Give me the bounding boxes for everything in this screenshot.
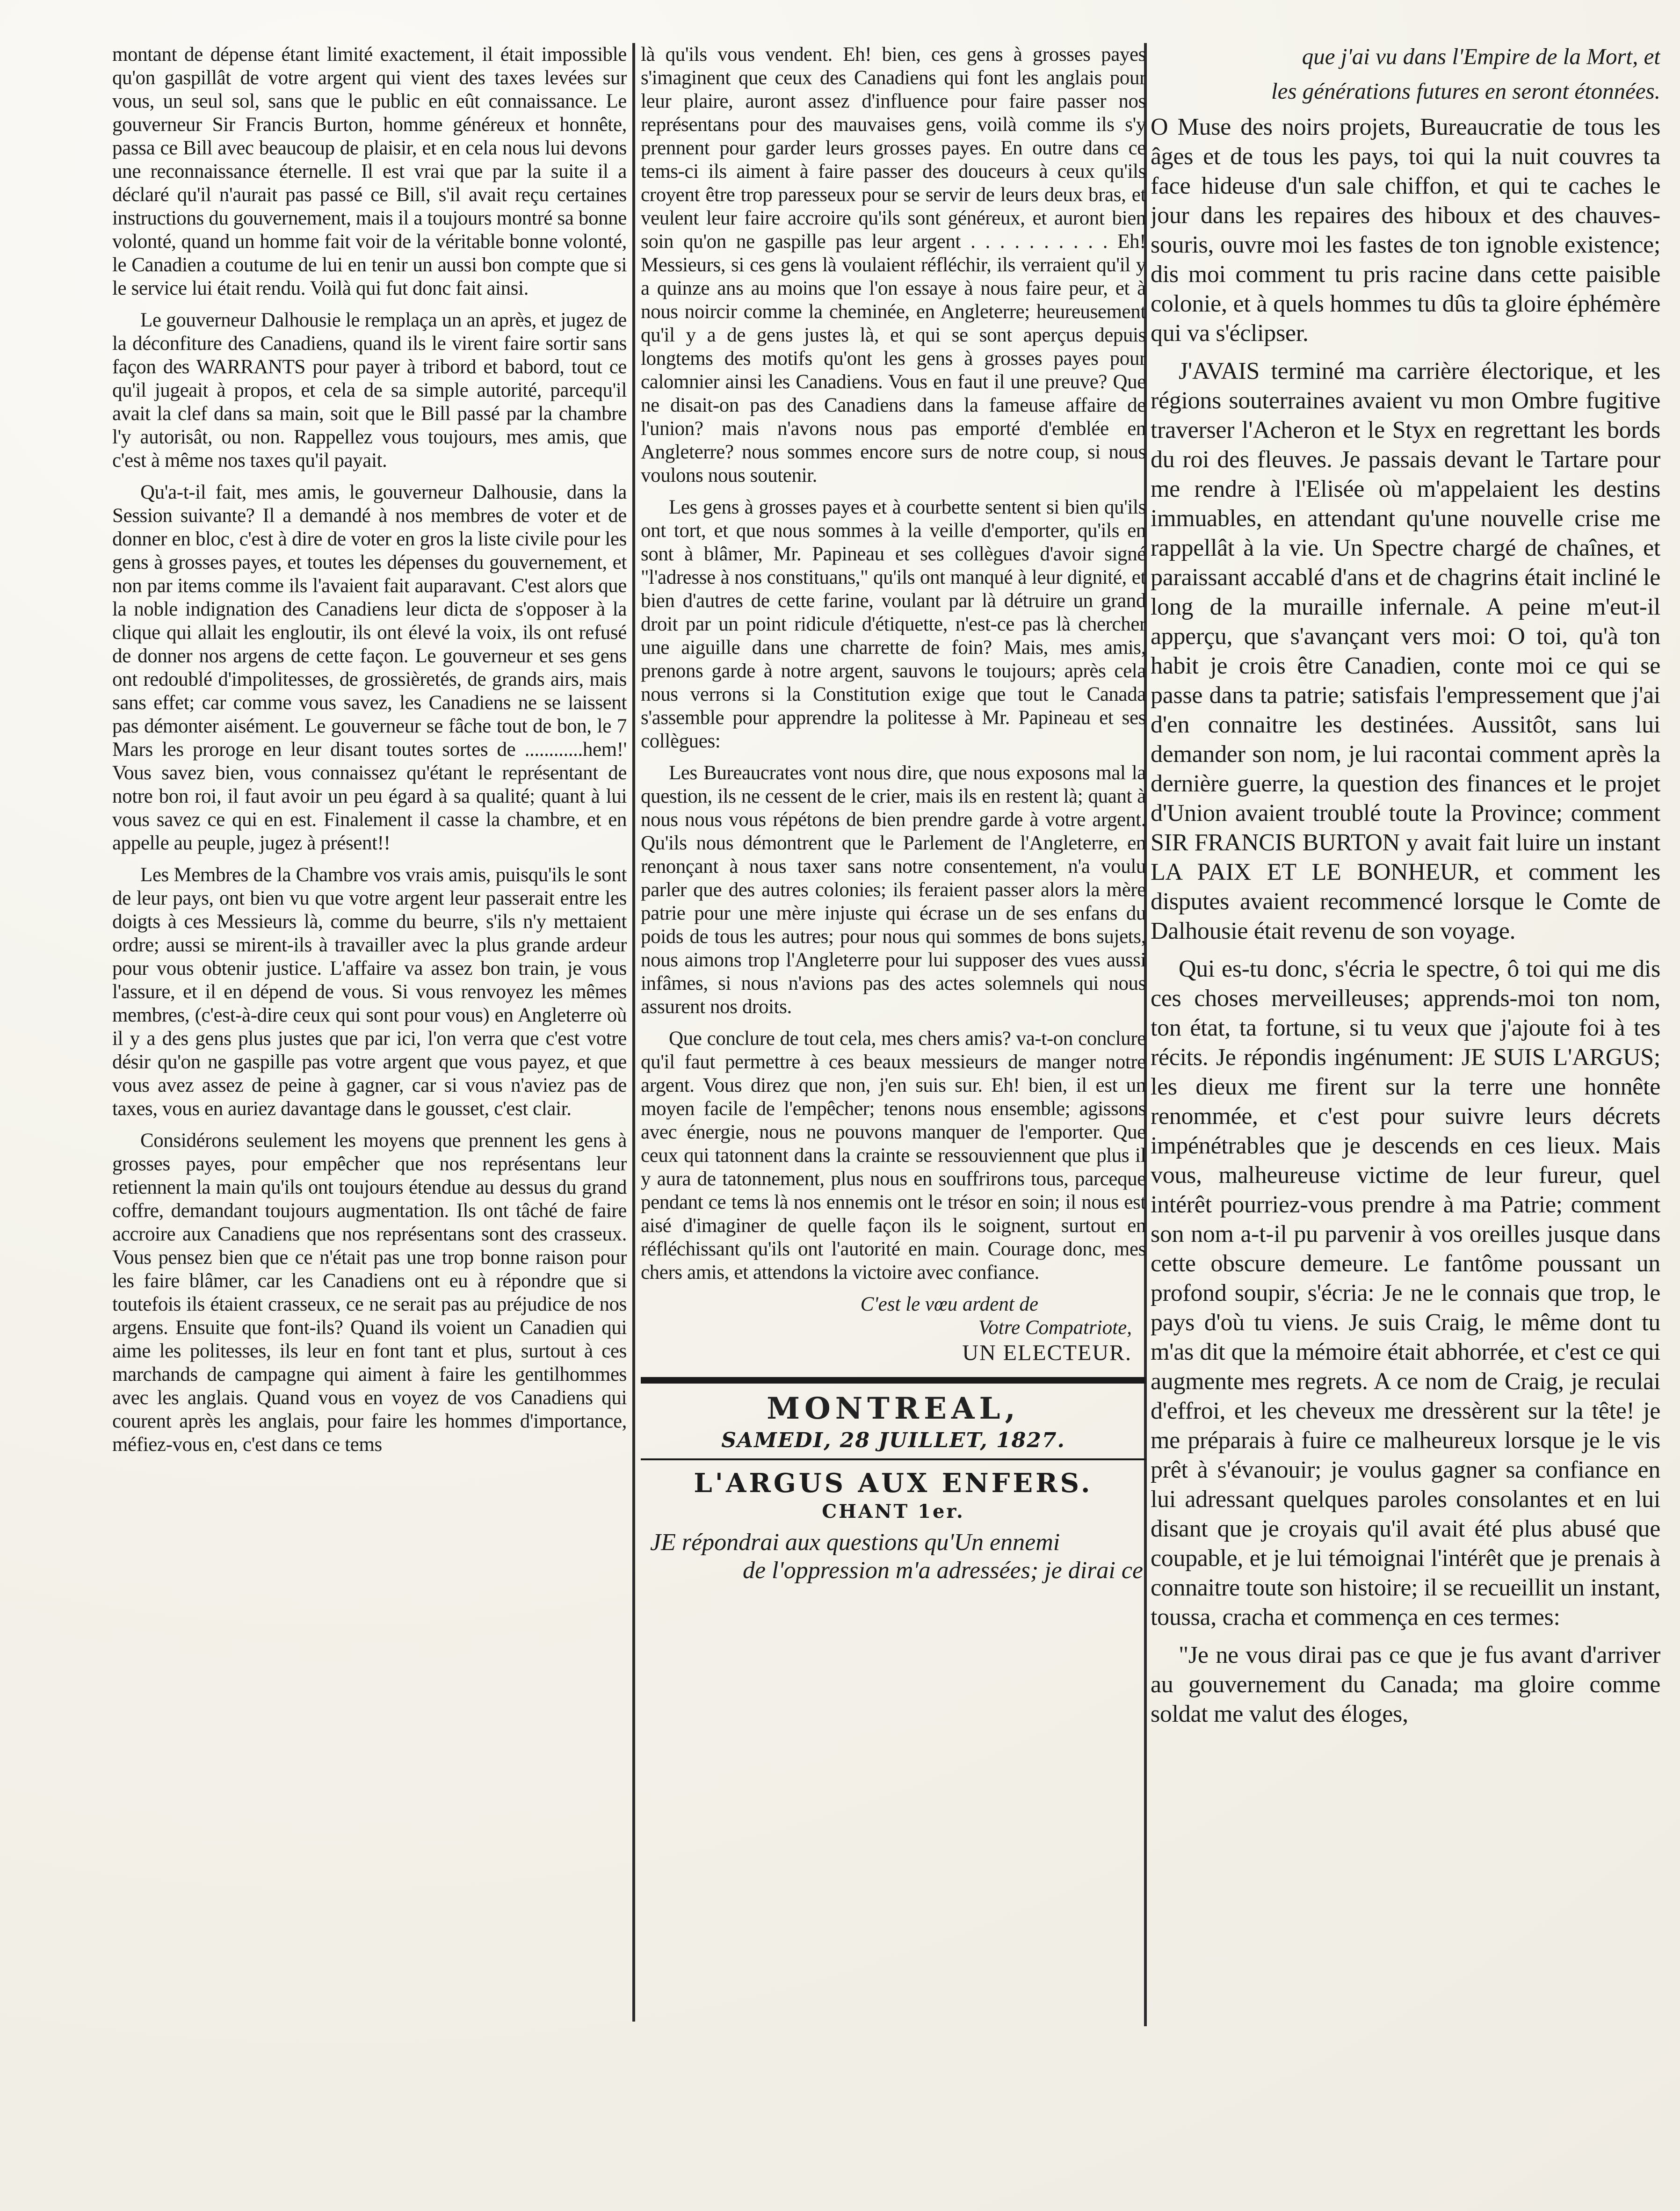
column-1-paragraph-3: Qu'a-t-il fait, mes amis, le gouverneur Dalhousie, dans la Session suivante? Il a demandé à nos membres de voter et de donner en bloc, c'est à dire de voter en gros la liste civile pour les gens à grosses payes, et toutes les dépenses du gouvernement, et non par items comme ils l'avaient fait auparavant. C'est alors que la noble indignation des Canadiens leur dicta de s'opposer à la clique qui allait les engloutir, ils ont élevé la voix, ils ont refusé de donner nos argens de cette façon. Le gouverneur et ses gens ont redoublé d'impolitesses, de grossièretés, de grands airs, mais sans effet; car comme vous savez, les Canadiens ne se laissent pas démonter aisément. Le gouverneur se fâche tout de bon, le 7 Mars les proroge en leur disant toutes sortes de ............hem!' Vous savez bien, vous connaissez qu'étant le représentant de notre bon roi, il faut avoir un peu égard à sa qualité; quant à lui vous savez ce qui en est. Finalement il casse la chambre, et en appelle au peuple, jugez à présent!! [112,481,627,854]
epigraph-line-1: que j'ai vu dans l'Empire de la Mort, et [1302,43,1660,69]
column-2 [641,43,1146,2157]
column-3-paragraph-2: J'AVAIS terminé ma carrière électorique, et les régions souterraines avaient vu mon Ombre fugitive traverser l'Acheron et le Styx en regrettant les bords du roi des fleuves. Je passais devant le Tartare pour me rendre à l'Elisée où m'appelaient les destins immuables, en attendant qu'une nouvelle crise me rappellât à la vie. Un Spectre chargé de chaînes, et paraissant accablé d'ans et de chagrins était incliné le long de la muraille infernale. A peine m'eut-il apperçu, que s'avançant vers moi: O toi, qu'à ton habit je crois être Canadien, conte moi ce qui se passe dans ta patrie; satisfais l'empressement que j'ai d'en connaitre les destinées. Aussitôt, sans lui demander son nom, je lui racontai comment après la dernière guerre, la question des finances et le projet d'Union avaient troublé toute la Province; comment SIR FRANCIS BURTON y avait fait luire un instant LA PAIX ET LE BONHEUR, et comment les disputes avaient recommencé lorsque le Comte de Dalhousie était revenu de son voyage. [1151,358,1660,944]
column-1-paragraph-5: Considérons seulement les moyens que prennent les gens à grosses payes, pour empêcher que nos représentans leur retiennent la main qu'ils ont toujours étendue au dessus du grand coffre, demandant toujours augmentation. Ils ont tâché de faire accroire aux Canadiens que nos représentans sont des crasseux. Vous pensez bien que ce n'était pas une trop bonne raison pour les faire blâmer, car les Canadiens ont eu à répondre que si toutefois ils étaient crasseux, ce ne serait pas au préjudice de nos argens. Ensuite que font-ils? Quand ils voient un Canadien qui aime les politesses, ils leur en font tant et plus, surtout à ces marchands de campagne qui aiment à faire les gentilhommes avec les anglais. Quand vous en voyez de vos Canadiens qui courent après les anglais, pour faire les hommes d'importance, méfiez-vous en, c'est dans ce tems [112,1130,627,1456]
signoff-signature: UN ELECTEUR. [962,1341,1132,1365]
letter-signoff [641,1293,1132,1367]
masthead-top-rule [641,1377,1146,1384]
column-3-paragraph-1: O Muse des noirs projets, Bureaucratie de tous les âges et de tous les pays, toi qui la nuit couvres ta face hideuse d'un sale chiffon, et qui te caches le jour dans les repaires des hiboux et des chauves-souris, ouvre moi les fastes de ton ignoble existence; dis moi comment tu pris racine dans cette paisible colonie, et à quels hommes tu dûs ta gloire éphémère qui va s'éclipser. [1151,114,1660,347]
column-1-paragraph-1: montant de dépense étant limité exactement, il était impossible qu'on gaspillât de votre argent qui vient des taxes levées sur vous, un seul sol, sans que le public en eût connaissance. Le gouverneur Sir Francis Burton, homme généreux et honnête, passa ce Bill avec beaucoup de plaisir, et en cela nous lui devons une reconnaissance éternelle. Il est vrai que par la suite il a déclaré qu'il n'aurait pas passé ce Bill, s'il avait reçu certaines instructions du gouvernement, mais il a toujours montré sa bonne volonté, quand un homme fait voir de la véritable bonne volonté, le Canadien a coutume de lui en tenir un aussi bon compte que si le service lui était rendu. Voilà qui fut donc fait ainsi. [112,43,627,299]
section-opening-line-2: de l'oppression m'a adressées; je dirai ce [742,1557,1143,1584]
signoff-line-2: Votre Compatriote, [978,1317,1132,1339]
column-1-paragraph-4: Les Membres de la Chambre vos vrais amis, puisqu'ils le sont de leur pays, ont bien vu que votre argent leur passerait entre les doigts à ces Messieurs là, comme du beurre, s'ils n'y mettaient ordre; aussi se mirent-ils à travailler avec la plus grande ardeur pour vous obtenir justice. L'affaire va assez bon train, je vous l'assure, et il en dépend de vous. Si vous renvoyez les mêmes membres, (c'est-à-dire ceux qui sont pour vous) en Angleterre où il y a des gens plus justes que par ici, l'on verra que c'est votre désir qu'on ne gaspille pas votre argent que vous payez, et que vous avez assez de peine à gagner, car si vous n'aviez pas de taxes, vous en auriez davantage dans le gousset, c'est clair. [112,864,627,1120]
masthead-date: SAMEDI, 28 JUILLET, 1827. [721,1428,1065,1452]
section-title: L'ARGUS AUX ENFERS. [694,1468,1093,1499]
column-3-paragraph-3: Qui es-tu donc, s'écria le spectre, ô toi qui me dis ces choses merveilleuses; apprends-moi ton nom, ton état, ta fortune, si tu veux que j'ajoute foi à tes récits. Je répondis ingénument: JE SUIS L'ARGUS; les dieux me firent sur la terre une honnête renommée, et c'est pour suivre leurs décrets impénétrables que je descends en ces lieux. Mais vous, malheureuse victime de leur fureur, quel intérêt pourriez-vous prendre à ma Patrie; comment son nom a-t-il pu parvenir à vos oreilles jusque dans cette obscure demeure. Le fantôme poussant un profond soupir, s'écria: Je ne le connais que trop, le pays d'où tu viens. Je suis Craig, le même dont tu m'as dit que la mémoire était abhorrée, et c'est ce qui augmente mes regrets. A ce nom de Craig, je reculai d'effroi, et les cheveux me dressèrent sur la tête! je me préparais à fuire ce malheureux lorsque je le vis prêt à s'évanouir; je voulus gagner sa confiance en lui adressant quelques paroles consolantes et en lui disant que je croyais qu'il avait été plus abusé que coupable, et je lui témoignai l'intérêt que je prenais à connaitre toute son histoire; il se recueillit un instant, toussa, cracha et commença en ces termes: [1151,956,1660,1631]
column-1 [112,43,627,2153]
section-subtitle: CHANT 1er. [822,1501,965,1522]
masthead-bottom-rule [641,1458,1146,1460]
column-3 [1151,43,1660,2181]
column-2-paragraph-2: Les gens à grosses payes et à courbette sentent si bien qu'ils ont tort, et que nous sommes à la veille d'emporter, qu'ils en sont à blâmer, Mr. Papineau et ses collègues d'avoir signé "l'adresse à nos constituans," qu'ils ont manqué à leur dignité, et bien d'autres de cette farine, voulant par là détruire un grand droit par un point ridicule d'étiquette, n'est-ce pas là chercher une aiguille dans une charrette de foin? Mais, mes amis, prenons garde à notre argent, sauvons le toujours; après cela nous verrons si la Constitution exige que tout le Canada s'assemble pour apprendre la politesse à Mr. Papineau et ses collègues: [641,496,1146,752]
column-2-paragraph-4: Que conclure de tout cela, mes chers amis? va-t-on conclure qu'il faut permettre à ces beaux messieurs de manger notre argent. Vous direz que non, j'en suis sur. Eh! bien, il est un moyen facile de l'empêcher; tenons nous ensemble; agissons avec énergie, nous ne pouvons manquer de l'emporter. Que ceux qui tatonnent dans la crainte se ressouviennent que plus il y aura de tatonnement, plus nous en souffrirons tous, parceque pendant ce tems là nos ennemis ont le trésor en soin; il nous est aisé d'imaginer de quelle façon ils le soignent, surtout en réfléchissant qu'ils ont l'autorité en main. Courage donc, mes chers amis, et attendons la victoire avec confiance. [641,1028,1146,1283]
signoff-line-1: C'est le vœu ardent de [860,1293,1038,1315]
column-2-paragraph-3: Les Bureaucrates vont nous dire, que nous exposons mal la question, ils ne cessent de le crier, mais ils en restent là; quant à nous nous vous répétons de bien prendre garde à votre argent. Qu'ils nous démontrent que le Parlement de l'Angleterre, en renonçant à nous taxer sans notre consentement, n'a voulu parler que des autres colonies; ils feraient passer alors la mère patrie pour une mère injuste qui écrase un de ses enfans du poids de tous les autres; pour nous qui sommes de bons sujets, nous aimons trop l'Angleterre pour lui supposer des vues aussi infâmes, si nous n'avions pas des actes solemnels qui nous assurent nos droits. [641,762,1146,1018]
column-divider-1 [632,43,635,2022]
epigraph-line-2: les générations futures en seront étonnées. [1271,78,1660,104]
section-opening-line-1: JE répondrai aux questions qu'Un ennemi [650,1529,1060,1556]
column-2-paragraph-1: là qu'ils vous vendent. Eh! bien, ces gens à grosses payes s'imaginent que ceux des Canadiens qui font les anglais pour leur plaire, auront assez d'influence pour faire passer nos représentans pour des mauvaises gens, voilà comme ils s'y prennent pour garder leurs grosses payes. En outre dans ce tems-ci ils aiment à faire passer des douceurs à ceux qu'ils croyent être trop paresseux pour se servir de leurs deux bras, et veulent leur faire accroire qu'ils sont généreux, et auront bien soin qu'on ne gaspille pas leur argent . . . . . . . . . . Eh! Messieurs, si ces gens là voulaient réfléchir, ils verraient qu'il y a quinze ans au moins que l'on essaye à nous faire peur, et à nous noircir comme la cheminée, en Angleterre; heureusement qu'il y a de gens justes là, et qui se sont aperçus depuis longtems des motifs qu'ont les gens à grosses payes pour calomnier ainsi les Canadiens. Vous en faut il une preuve? Que ne disait-on pas des Canadiens dans la fameuse affaire de l'union? mais n'avons nous pas emporté d'emblée en Angleterre? nous sommes encore surs de notre coup, si nous voulons nous soutenir. [641,43,1146,486]
column-1-paragraph-2: Le gouverneur Dalhousie le remplaça un an après, et jugez de la déconfiture des Canadiens, quand ils le virent faire sortir sans façon des WARRANTS pour payer à tribord et babord, tout ce qu'il jugeait à propos, et cela de sa simple autorité, parcequ'il avait la clef dans sa main, soit que le Bill passé par la chambre l'y autorisât, ou non. Rappellez vous toujours, mes amis, que c'est à même nos taxes qu'il payait. [112,309,627,471]
masthead-city: MONTREAL, [767,1391,1020,1426]
column-3-paragraph-4: "Je ne vous dirai pas ce que je fus avant d'arriver au gouvernement du Canada; ma gloire comme soldat me valut des éloges, [1151,1642,1660,1727]
